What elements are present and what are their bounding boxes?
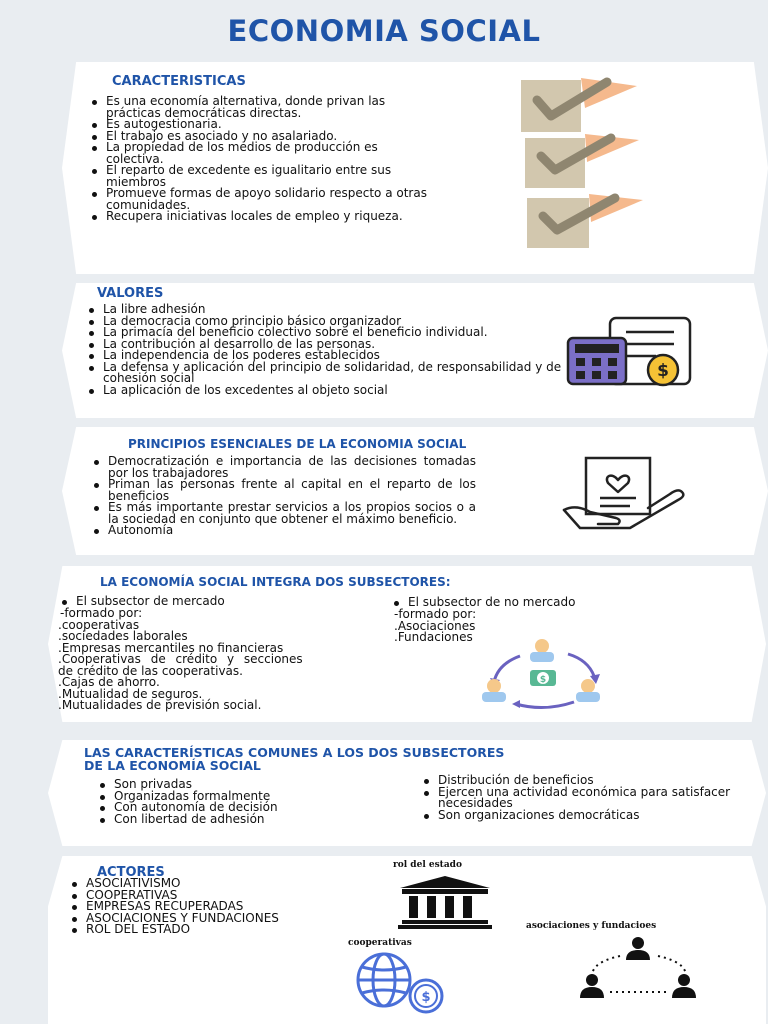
list-item: Priman las personas frente al capital en el reparto de los beneficios — [88, 479, 476, 502]
list-item: ASOCIACIONES Y FUNDACIONES — [66, 913, 386, 925]
list-item: EMPRESAS RECUPERADAS — [66, 901, 386, 913]
list-item: .Asociaciones — [394, 618, 476, 633]
list-item: .Fundaciones — [394, 630, 473, 644]
label-rol-del-estado: rol del estado — [393, 860, 462, 870]
list-item: Con autonomía de decisión — [94, 802, 394, 814]
list-item: La primacía del beneficio colectivo sobre el beneficio individual. — [83, 327, 563, 339]
list-item: -formado por: — [60, 606, 143, 620]
list-item: Recupera iniciativas locales de empleo y riqueza. — [86, 211, 431, 223]
list-item: Organizadas formalmente — [94, 791, 394, 803]
comunes-heading-line1: LAS CARACTERÍSTICAS COMUNES A LOS DOS SUBSECTORES — [84, 745, 505, 760]
list-item: El subsector de no mercado — [388, 597, 708, 609]
list-item: El subsector de mercado — [56, 596, 396, 608]
list-item: Democratización e importancia de las decisiones tomadas por los trabajadores — [88, 456, 476, 479]
list-item: La libre adhesión — [83, 304, 563, 316]
subsectores-heading: LA ECONOMÍA SOCIAL INTEGRA DOS SUBSECTORES: — [100, 575, 451, 589]
list-item: Es más importante prestar servicios a los propios socios o a la sociedad en conjunto que obtener el máximo beneficio. — [88, 502, 476, 525]
valores-list — [83, 304, 563, 396]
svg-text:$: $ — [421, 990, 431, 1005]
label-cooperativas: cooperativas — [348, 938, 412, 948]
list-item: La defensa y aplicación del principio de solidaridad, de responsabilidad y de cohesión social — [83, 362, 563, 385]
calculator-invoice-icon — [566, 316, 694, 388]
list-item: -formado por: — [394, 607, 477, 621]
list-item: Promueve formas de apoyo solidario respecto a otras comunidades. — [86, 188, 431, 211]
list-item: .Cooperativas de crédito y secciones — [58, 652, 303, 666]
list-item: La contribución al desarrollo de las personas. — [83, 339, 563, 351]
actores-list — [66, 878, 386, 936]
caracteristicas-list — [86, 96, 431, 223]
caracteristicas-heading: CARACTERISTICAS — [112, 74, 246, 89]
list-item: de crédito de las cooperativas. — [58, 663, 243, 678]
page-title: ECONOMIA SOCIAL — [227, 14, 541, 48]
list-item: La democracia como principio básico organizador — [83, 316, 563, 328]
list-item: .Mutualidad de seguros. — [58, 686, 203, 701]
list-item: Ejercen una actividad económica para satisfacer necesidades — [418, 787, 754, 810]
actores-heading: ACTORES — [97, 865, 165, 880]
valores-heading: VALORES — [97, 286, 164, 301]
list-item: ROL DEL ESTADO — [66, 924, 386, 936]
list-item: .cooperativas — [58, 617, 140, 632]
list-item: Autonomía — [88, 525, 476, 537]
principios-list — [88, 456, 476, 537]
list-item: .Cajas de ahorro. — [58, 675, 160, 689]
list-item: Son privadas — [94, 779, 394, 791]
list-item: .Empresas mercantiles no financieras — [58, 640, 284, 655]
list-item: El reparto de excedente es igualitario entre sus miembros — [86, 165, 431, 188]
subsector-no-mercado-list — [394, 609, 476, 644]
svg-text:$: $ — [539, 675, 547, 685]
subsector-mercado-list — [58, 608, 303, 712]
svg-text:$: $ — [657, 361, 669, 381]
list-item: .Mutualidades de previsión social. — [58, 698, 262, 712]
list-item: La propiedad de los medios de producción es colectiva. — [86, 142, 431, 165]
globe-coin-icon — [344, 952, 456, 1012]
label-asociaciones-fundaciones: asociaciones y fundacioes — [526, 921, 657, 931]
hand-document-heart-icon — [560, 456, 690, 532]
list-item: Son organizaciones democráticas — [418, 810, 754, 822]
list-item: El trabajo es asociado y no asalariado. — [86, 131, 431, 143]
list-item: Es una economía alternativa, donde privan las prácticas democráticas directas. — [86, 96, 431, 119]
list-item: Con libertad de adhesión — [94, 814, 394, 826]
list-item: ASOCIATIVISMO — [66, 878, 386, 890]
people-money-cycle-icon — [476, 638, 612, 710]
list-item: Es autogestionaria. — [86, 119, 431, 131]
comunes-left-list — [94, 779, 394, 825]
comunes-heading-line2: DE LA ECONOMÍA SOCIAL — [84, 758, 261, 773]
list-item: La aplicación de los excedentes al objeto social — [83, 385, 563, 397]
list-item: COOPERATIVAS — [66, 890, 386, 902]
checkmark-icon — [515, 76, 645, 256]
list-item: Distribución de beneficios — [418, 775, 754, 787]
comunes-right-list — [418, 775, 754, 821]
government-building-icon — [396, 874, 494, 930]
list-item: La independencia de los poderes establecidos — [83, 350, 563, 362]
principios-heading: PRINCIPIOS ESENCIALES DE LA ECONOMIA SOCIAL — [128, 437, 467, 451]
list-item: .sociedades laborales — [58, 629, 188, 643]
people-network-icon — [574, 936, 704, 1002]
